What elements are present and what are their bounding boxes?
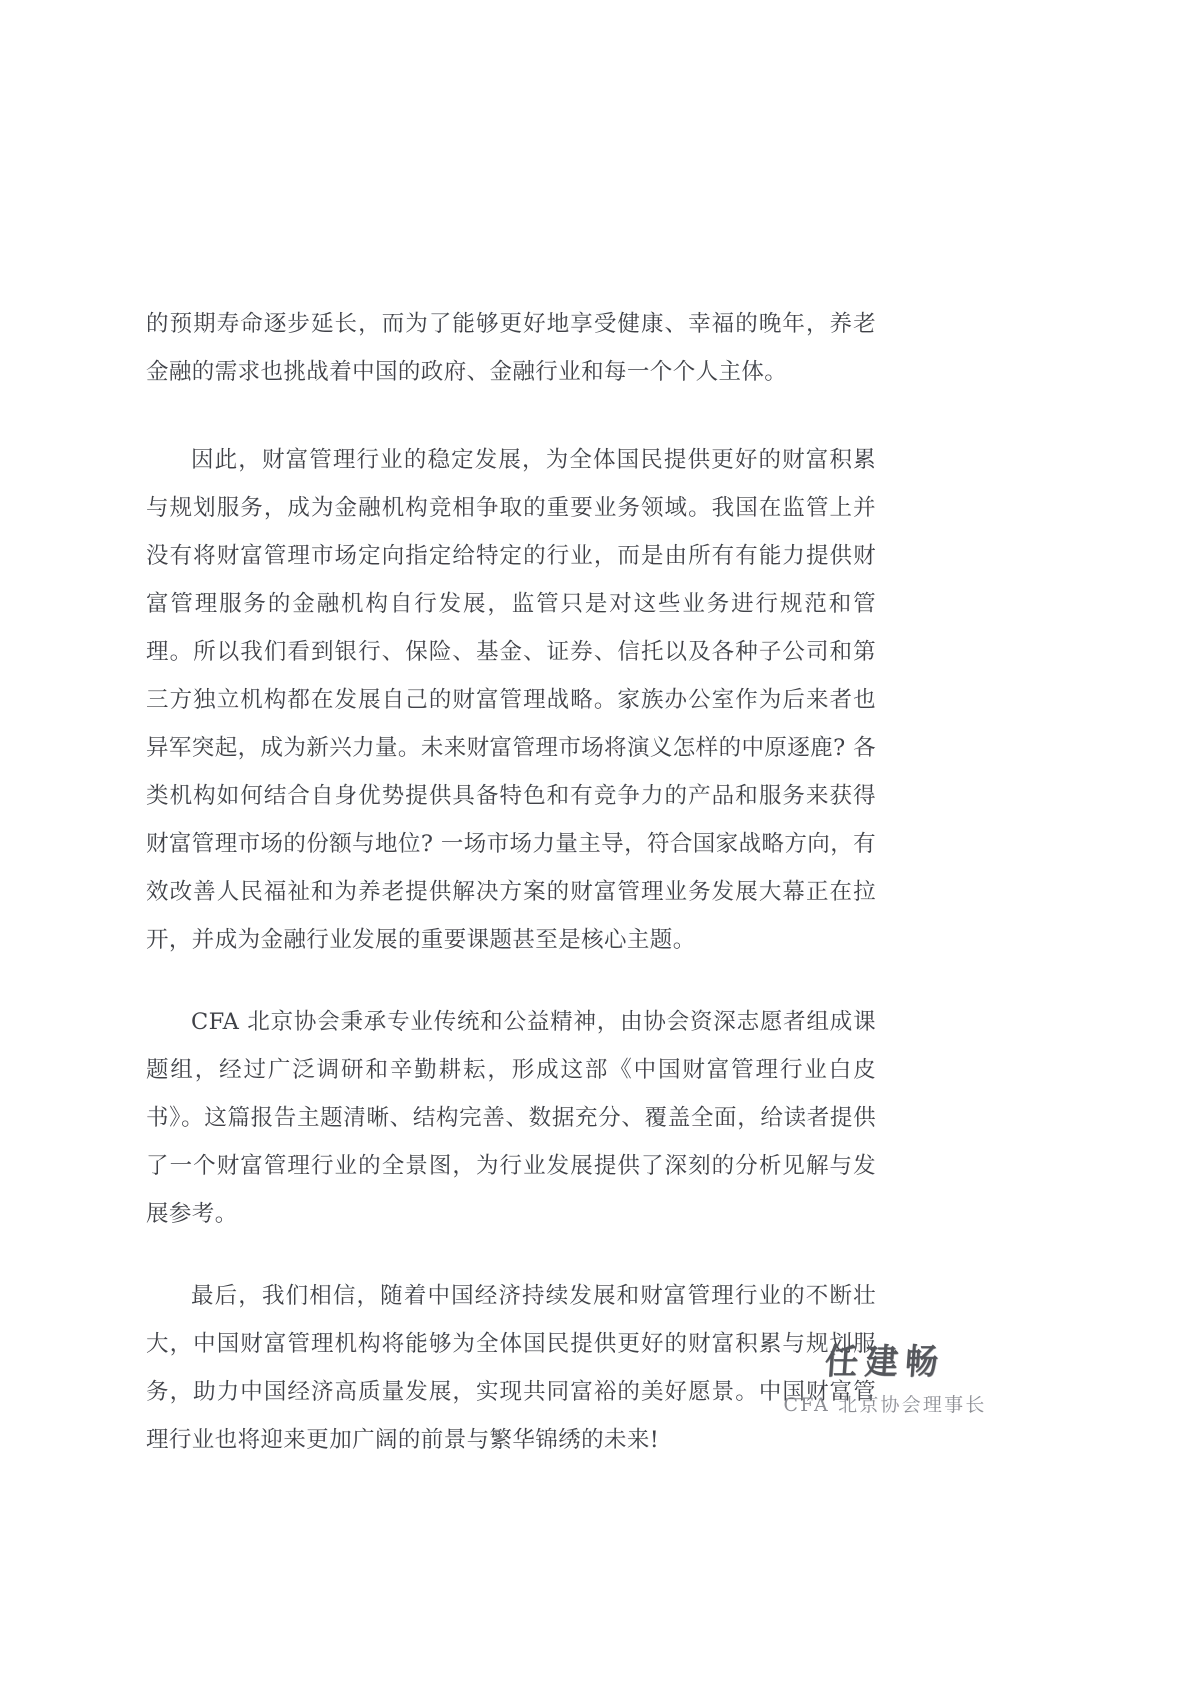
signature-name: 任建畅: [823, 1340, 947, 1383]
paragraph-closing-outlook: 最后，我们相信，随着中国经济持续发展和财富管理行业的不断壮大，中国财富管理机构将能够为全体国民提供更好的财富积累与规划服务，助力中国经济高质量发展，实现共同富裕的美好愿景。中国财富管理行业也将迎来更加广阔的前景与繁华锦绣的未来!: [146, 1283, 876, 1453]
paragraph-continuation: 的预期寿命逐步延长，而为了能够更好地享受健康、幸福的晚年，养老金融的需求也挑战着中国的政府、金融行业和每一个个人主体。: [146, 311, 876, 385]
paragraph-cfa-beijing-whitepaper: CFA 北京协会秉承专业传统和公益精神，由协会资深志愿者组成课题组，经过广泛调研和辛勤耕耘，形成这部《中国财富管理行业白皮书》。这篇报告主题清晰、结构完善、数据充分、覆盖全面，给读者提供了一个财富管理行业的全景图，为行业发展提供了深刻的分析见解与发展参考。: [146, 1009, 876, 1227]
signature-block: [725, 1340, 1045, 1418]
signature-title: CFA 北京协会理事长: [783, 1393, 987, 1416]
paragraph-wealth-management-industry: 因此，财富管理行业的稳定发展，为全体国民提供更好的财富积累与规划服务，成为金融机构竞相争取的重要业务领域。我国在监管上并没有将财富管理市场定向指定给特定的行业，而是由所有有能力提供财富管理服务的金融机构自行发展，监管只是对这些业务进行规范和管理。所以我们看到银行、保险、基金、证券、信托以及各种子公司和第三方独立机构都在发展自己的财富管理战略。家族办公室作为后来者也异军突起，成为新兴力量。未来财富管理市场将演义怎样的中原逐鹿? 各类机构如何结合自身优势提供具备特色和有竞争力的产品和服务来获得财富管理市场的份额与地位? 一场市场力量主导，符合国家战略方向，有效改善人民福祉和为养老提供解决方案的财富管理业务发展大幕正在拉开，并成为金融行业发展的重要课题甚至是核心主题。: [146, 447, 876, 953]
document-body: [146, 300, 876, 1498]
